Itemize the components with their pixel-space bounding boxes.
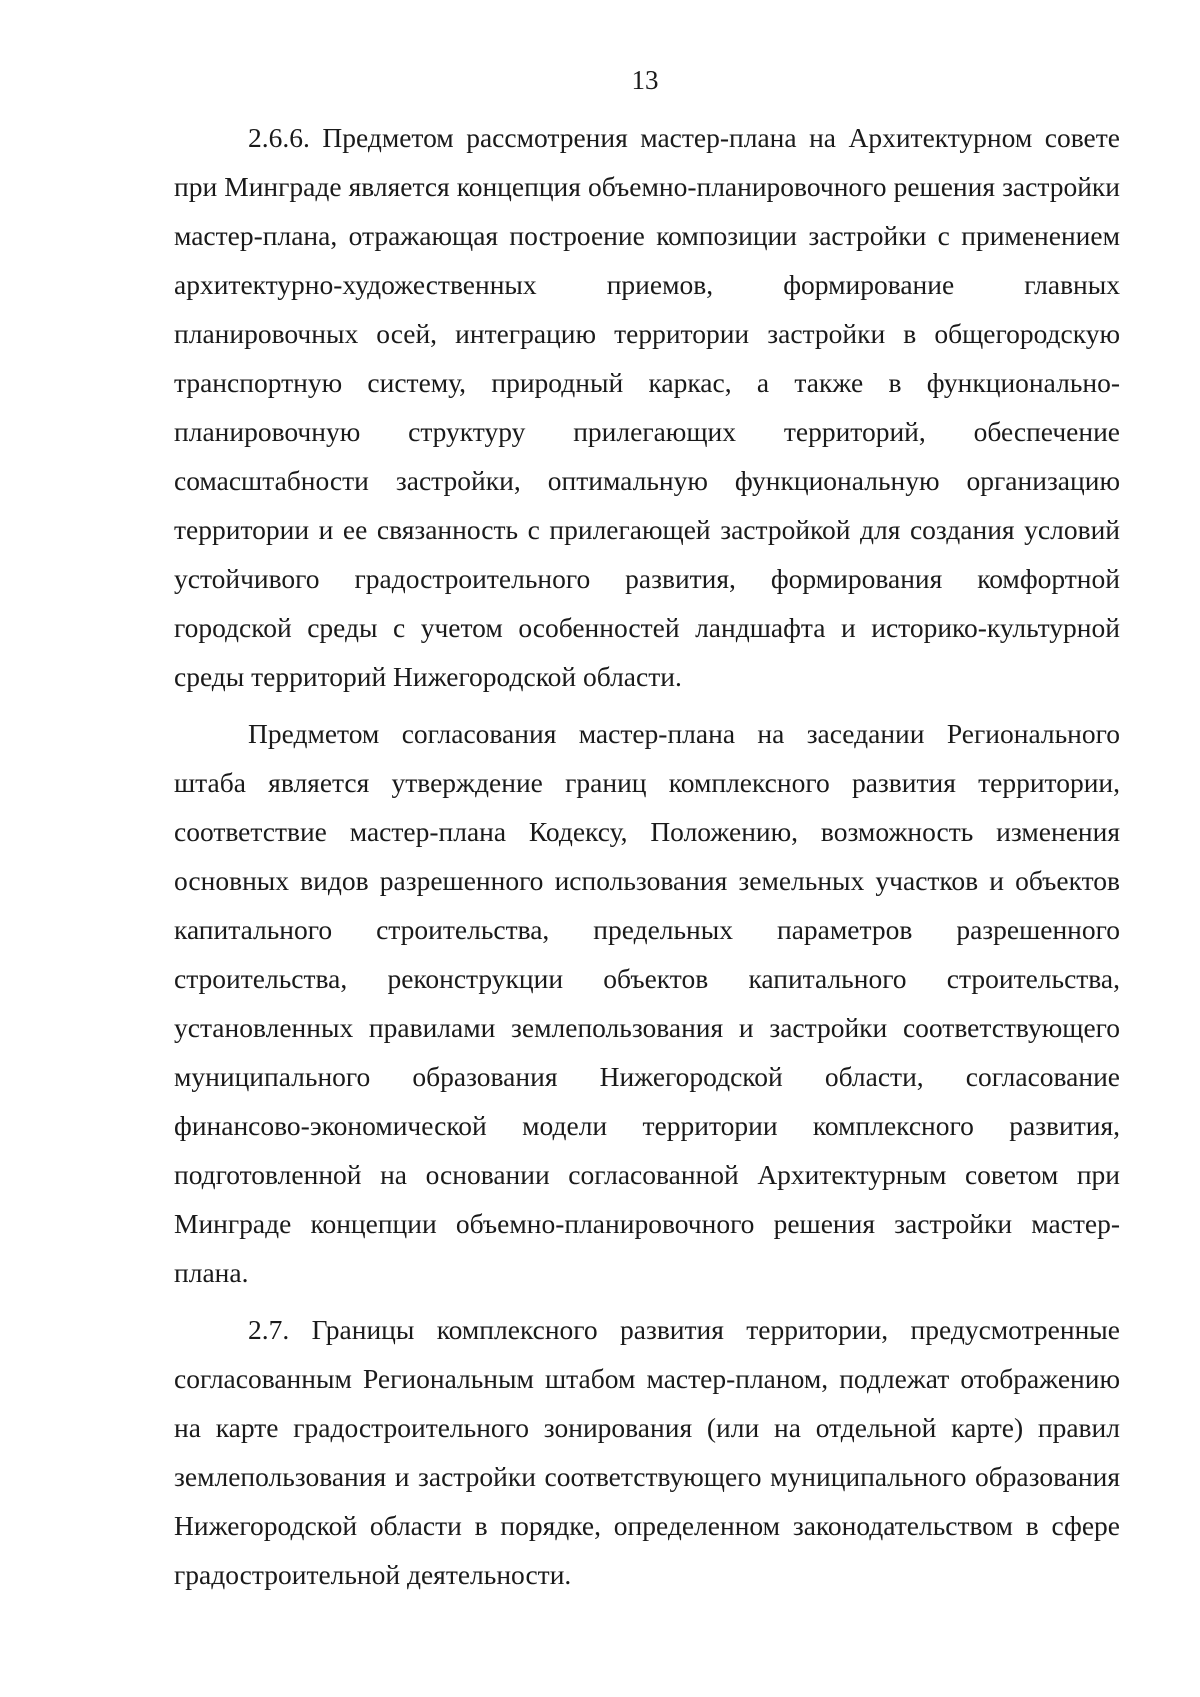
page-number: 13: [631, 65, 659, 95]
document-body: [174, 113, 1120, 1599]
paragraph-2-7: 2.7. Границы комплексного развития территории, предусмотренные согласованным Региональным штабом мастер-планом, подлежат отображению на карте градостроительного зонирования (или на отдельной карте) правил землепользования и застройки соответствующего муниципального образования Нижегородской области в порядке, определенном законодательством в сфере градостроительной деятельности.: [174, 1314, 1120, 1590]
paragraph-regional-staff: Предметом согласования мастер-плана на заседании Регионального штаба является утверждение границ комплексного развития территории, соответствие мастер-плана Кодексу, Положению, возможность изменения основных видов разрешенного использования земельных участков и объектов капитального строительства, предельных параметров разрешенного строительства, реконструкции объектов капитального строительства, установленных правилами землепользования и застройки соответствующего муниципального образования Нижегородской области, согласование финансово-экономической модели территории комплексного развития, подготовленной на основании согласованной Архитектурным советом при Минграде концепции объемно-планировочного решения застройки мастер-плана.: [174, 718, 1120, 1288]
paragraph-2-6-6: 2.6.6. Предметом рассмотрения мастер-плана на Архитектурном совете при Минграде является концепция объемно-планировочного решения застройки мастер-плана, отражающая построение композиции застройки с применением архитектурно-художественных приемов, формирование главных планировочных осей, интеграцию территории застройки в общегородскую транспортную систему, природный каркас, а также в функционально-планировочную структуру прилегающих территорий, обеспечение сомасштабности застройки, оптимальную функциональную организацию территории и ее связанность с прилегающей застройкой для создания условий устойчивого градостроительного развития, формирования комфортной городской среды с учетом особенностей ландшафта и историко-культурной среды территорий Нижегородской области.: [174, 122, 1120, 692]
